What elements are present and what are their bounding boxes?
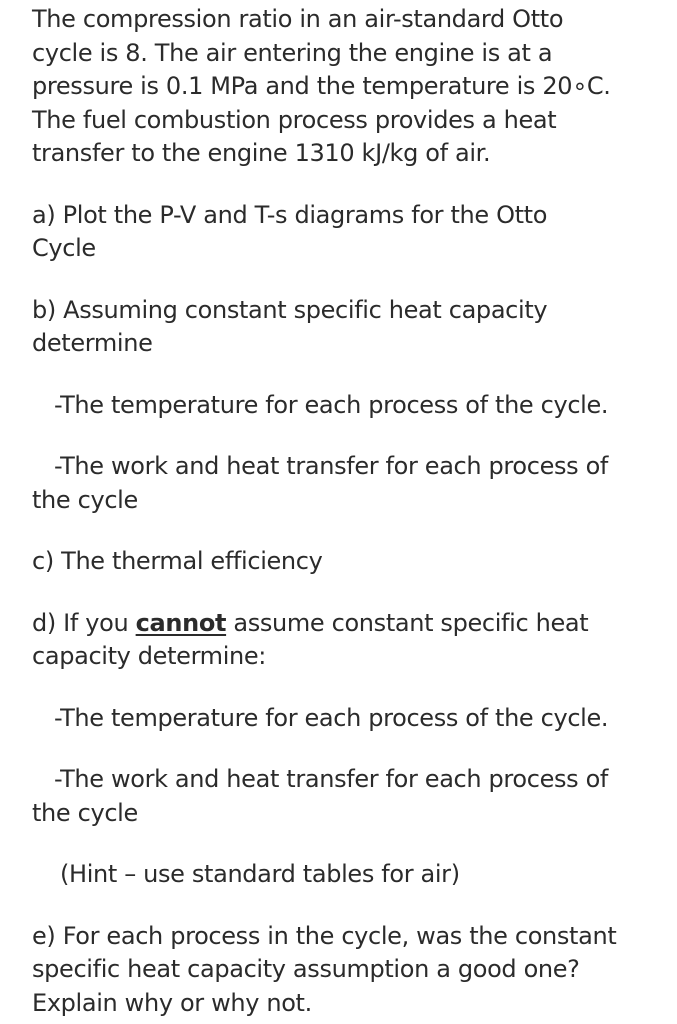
text-line: Cycle	[32, 234, 96, 262]
spacer	[32, 422, 672, 450]
part-a	[32, 199, 672, 266]
spacer	[32, 266, 672, 294]
text-line	[32, 607, 672, 641]
text-line: the cycle	[32, 798, 138, 827]
text-line: cycle is 8. The air entering the engine is at a	[32, 38, 553, 67]
spacer	[32, 361, 672, 389]
text-line: specific heat capacity assumption a good one?	[32, 955, 580, 983]
part-b	[32, 294, 672, 361]
problem-document	[32, 3, 672, 1020]
text-line: determine	[32, 329, 153, 357]
text-line: The compression ratio in an air-standard Otto	[32, 5, 564, 33]
part-b-item-temperature	[32, 389, 672, 423]
text-line: a) Plot the P-V and T-s diagrams for the Otto	[32, 200, 548, 229]
hint-line	[32, 858, 672, 892]
part-d-item-temperature	[32, 702, 672, 736]
spacer	[32, 674, 672, 702]
text-line: the cycle	[32, 485, 138, 514]
text-line: -The work and heat transfer for each process of	[54, 765, 609, 793]
text-line: b) Assuming constant specific heat capacity	[32, 295, 548, 324]
text-line: The fuel combustion process provides a heat	[32, 105, 557, 134]
spacer	[32, 735, 672, 763]
part-c	[32, 545, 672, 579]
part-e	[32, 920, 672, 1021]
text-line: Explain why or why not.	[32, 988, 312, 1017]
emphasis-cannot: cannot	[135, 608, 227, 637]
text-line: c) The thermal efficiency	[32, 547, 323, 575]
text-line: -The work and heat transfer for each process of	[54, 452, 609, 480]
text-line: (Hint – use standard tables for air)	[60, 860, 460, 888]
spacer	[32, 579, 672, 607]
spacer	[32, 830, 672, 858]
text-line: -The temperature for each process of the cycle.	[54, 390, 609, 419]
text-run: assume constant specific heat	[226, 608, 589, 637]
text-line: transfer to the engine 1310 kJ/kg of air.	[32, 139, 491, 167]
text-line: pressure is 0.1 MPa and the temperature is 20∘C.	[32, 72, 611, 100]
spacer	[32, 517, 672, 545]
text-line: capacity determine:	[32, 642, 267, 670]
text-line: -The temperature for each process of the cycle.	[54, 703, 609, 732]
spacer	[32, 171, 672, 199]
part-b-item-work-heat	[32, 450, 672, 517]
part-d-item-work-heat	[32, 763, 672, 830]
text-run: d) If you	[32, 608, 136, 637]
part-d	[32, 607, 672, 674]
text-line: e) For each process in the cycle, was the constant	[32, 921, 617, 950]
spacer	[32, 892, 672, 920]
intro-paragraph	[32, 3, 672, 171]
